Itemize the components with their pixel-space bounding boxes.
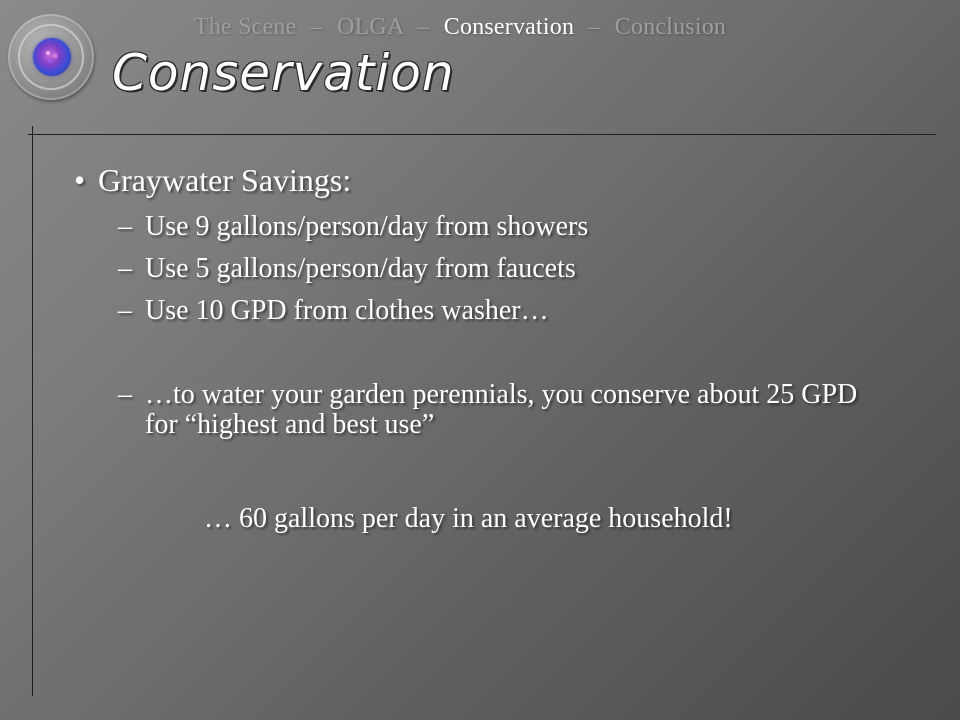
page-title: Conservation [112,44,455,102]
nav-separator: – [310,14,323,40]
closing-statement: … 60 gallons per day in an average household! [204,503,733,534]
list-item [118,296,549,326]
nav-item-olga[interactable]: OLGA [337,14,404,40]
globe-logo-icon [8,14,94,100]
sub-marker: – [118,211,132,242]
list-item [118,212,588,242]
bullet-heading [74,162,351,199]
list-item-text: Use 10 GPD from clothes washer… [145,295,549,326]
bullet-heading-text: Graywater Savings: [98,162,352,198]
list-item [118,254,576,284]
nav-separator: – [588,14,601,40]
bullet-marker: • [74,162,86,198]
nav-separator: – [417,14,430,40]
logo-detail-icon [42,48,62,66]
vertical-divider [32,126,33,696]
sub-marker: – [118,253,132,284]
nav-item-conclusion[interactable]: Conclusion [614,14,727,40]
horizontal-divider [28,134,936,135]
list-item-text: Use 9 gallons/person/day from showers [145,211,589,242]
breadcrumb [194,14,726,41]
sub-marker: – [118,295,132,326]
list-item [118,380,878,440]
list-item-text: …to water your garden perennials, you conserve about 25 GPD for “highest and best use” [145,379,858,440]
nav-item-the-scene[interactable]: The Scene [194,14,297,40]
nav-item-conservation[interactable]: Conservation [443,14,575,40]
list-item-text: Use 5 gallons/person/day from faucets [145,253,576,284]
sub-marker: – [118,379,132,410]
